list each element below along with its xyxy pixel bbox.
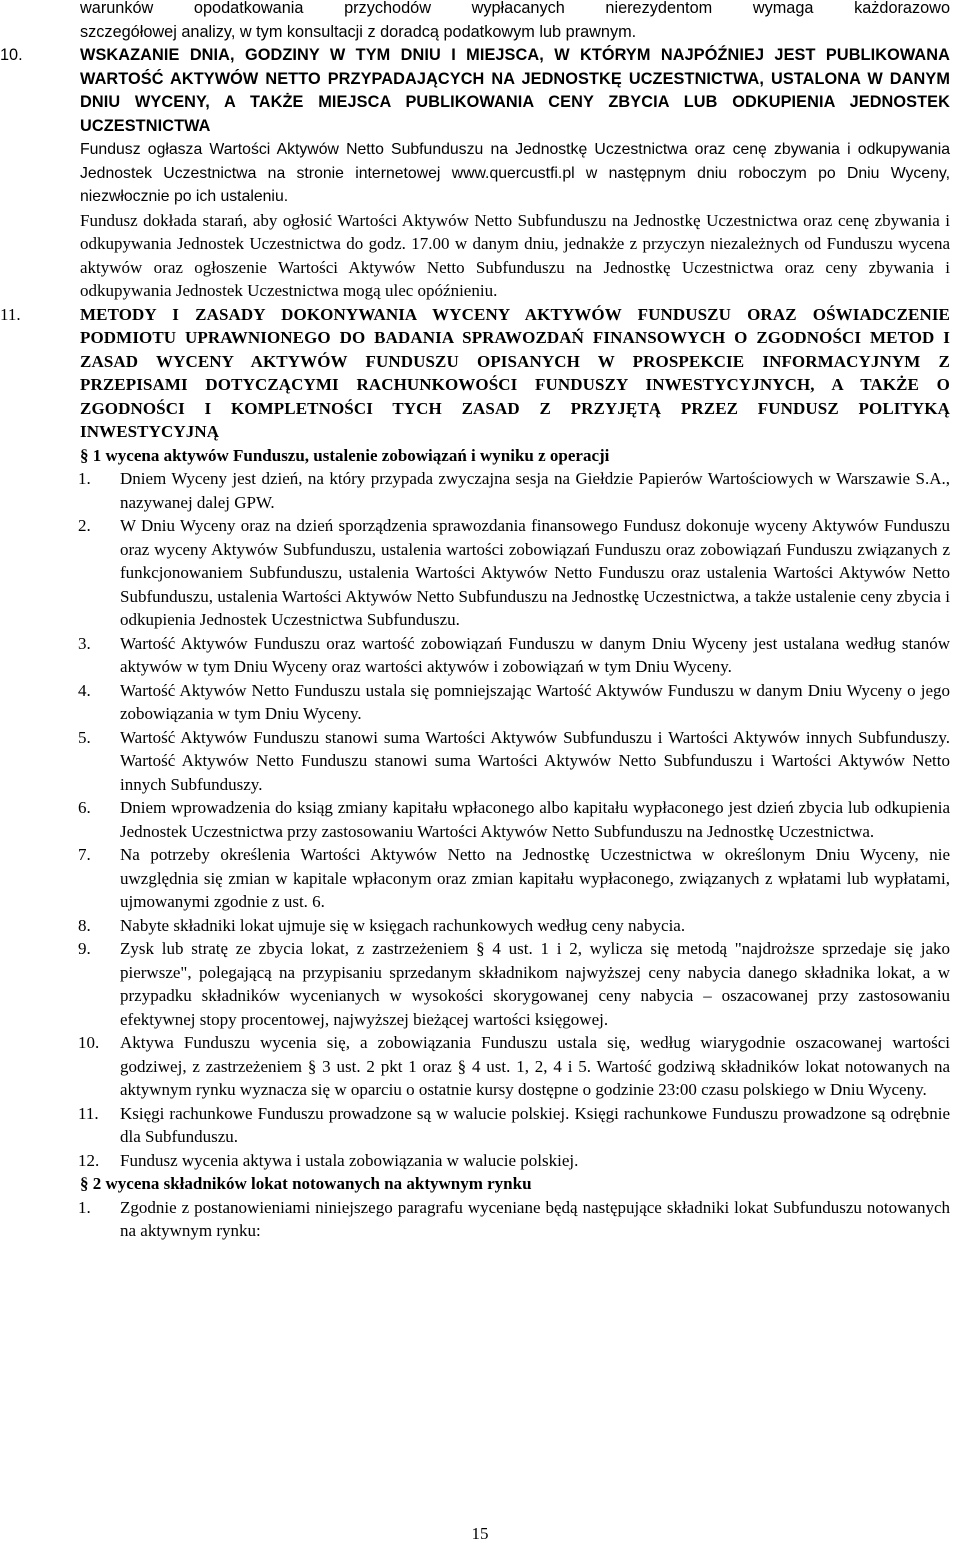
continuation-line-1: warunków opodatkowania przychodów wypłacanych nierezydentom wymaga każdorazowo [80,0,950,17]
list-item [0,467,960,514]
listed-assets-list [0,1196,960,1243]
list-item [0,1196,960,1243]
list-item-number: 10. [78,1033,100,1052]
list-item [0,726,960,797]
list-item-text: Dniem wprowadzenia do ksiąg zmiany kapitału wpłaconego albo kapitału wypłaconego jest dzień zbycia lub odkupienia Jednostek Uczestnictwa przy zastosowaniu Wartości Aktywów Netto Subfunduszu na Jednostkę Uczestnictwa. [120,798,950,841]
list-item-text: Wartość Aktywów Netto Funduszu ustala się pomniejszając Wartość Aktywów Funduszu w danym Dniu Wyceny o jego zobowiązania w tym Dniu Wyceny. [120,680,950,723]
list-item [0,679,960,726]
list-item-number: 1. [78,469,91,488]
section-10-body-a: Fundusz ogłasza Wartości Aktywów Netto Subfunduszu na Jednostkę Uczestnictwa oraz cenę zbywania i odkupywania Jednostek Uczestnictwa na stronie internetowej www.quercustfi.pl w następnym dniu roboczym po Dniu Wyceny, niezwłocznie po ich ustaleniu. [80,141,950,205]
list-item-text: Wartość Aktywów Funduszu stanowi suma Wartości Aktywów Subfunduszu i Wartości Aktywów innych Subfunduszy. Wartość Aktywów Netto Funduszu stanowi suma Wartości Aktywów Netto Subfunduszu i Wartości Aktywów Netto innych Subfunduszy. [120,727,950,794]
section-10-heading: WSKAZANIE DNIA, GODZINY W TYM DNIU I MIEJSCA, W KTÓRYM NAJPÓŹNIEJ JEST PUBLIKOWANA WARTOŚĆ AKTYWÓW NETTO PRZYPADAJĄCYCH NA JEDNOSTKĘ UCZESTNICTWA, USTALONA W DANYM DNIU WYCENY, A TAKŻE MIEJSCA PUBLIKOWANIA CENY ZBYCIA LUB ODKUPIENIA JEDNOSTEK UCZESTNICTWA [80,46,950,135]
section-10-body-b: Fundusz dokłada starań, aby ogłosić Wartości Aktywów Netto Subfunduszu na Jednostkę Uczestnictwa oraz cenę zbywania i odkupywania Jednostek Uczestnictwa do godz. 17.00 w danym dniu, jednakże z przyczyn niezależnych od Funduszu wycena aktywów oraz ogłoszenie Wartości Aktywów Netto Subfunduszu na Jednostkę Uczestnictwa oraz ceny zbywania i odkupywania Jednostek Uczestnictwa mogą ulec opóźnieniu. [80,210,950,300]
section-10 [0,44,960,303]
list-item-number: 11. [78,1103,99,1123]
list-item-text: Zgodnie z postanowieniami niniejszego paragrafu wyceniane będą następujące składniki lokat Subfunduszu notowanych na aktywnym rynku: [120,1197,950,1240]
list-item-text: W Dniu Wyceny oraz na dzień sporządzenia sprawozdania finansowego Fundusz dokonuje wyceny Aktywów Funduszu oraz wyceny Aktywów Subfunduszu, ustalenia wartości zobowiązań Funduszu oraz zobowiązań Funduszu związanych z funkcjonowaniem Subfunduszu, ustalenia Wartości Aktywów Netto Funduszu oraz ustalenia Wartości Aktywów Netto Subfunduszu, ustalenia Wartości Aktywów Netto Subfunduszu na Jednostkę Uczestnictwa, a także ustalenie ceny zbycia i odkupienia Jednostek Uczestnictwa Subfunduszu. [120,516,950,629]
list-item [0,843,960,914]
list-item-number: 3. [78,633,91,653]
list-item-number: 6. [78,798,91,817]
continuation-paragraph [0,0,960,44]
section-10-number: 10. [0,46,23,64]
page-number: 15 [471,1524,489,1543]
list-item-number: 4. [78,680,91,700]
list-item-number: 8. [78,915,91,935]
subsection-heading-1: § 1 wycena aktywów Funduszu, ustalenie zobowiązań i wyniku z operacji [80,445,610,465]
list-item-text: Aktywa Funduszu wycenia się, a zobowiązania Funduszu ustala się, według wiarygodnie oszacowanej wartości godziwej, z zastrzeżeniem § 3 ust. 2 pkt 1 oraz § 4 ust. 1, 2, 4 i 5. Wartość godziwą składników lokat notowanych na aktywnym rynku wyznacza się w oparciu o ostatnie kursy dostępne o godzinie 23:00 czasu polskiego w Dniu Wyceny. [120,1033,950,1099]
section-11 [0,303,960,444]
section-11-heading: METODY I ZASADY DOKONYWANIA WYCENY AKTYWÓW FUNDUSZU ORAZ OŚWIADCZENIE PODMIOTU UPRAWNIONEGO DO BADANIA SPRAWOZDAŃ FINANSOWYCH O ZGODNOŚCI METOD I ZASAD WYCENY AKTYWÓW FUNDUSZU OPISANYCH W PROSPEKCIE INFORMACYJNYM Z PRZEPISAMI DOTYCZĄCYMI RACHUNKOWOŚCI FUNDUSZY INWESTYCYJNYCH, A TAKŻE O ZGODNOŚCI I KOMPLETNOŚCI TYCH ZASAD Z PRZYJĘTĄ PRZEZ FUNDUSZ POLITYKĄ INWESTYCYJNĄ [80,304,950,441]
list-item-number: 7. [78,845,91,864]
list-item [0,914,960,938]
list-item [0,937,960,1031]
list-item [0,514,960,632]
subsection-heading-2: § 2 wycena składników lokat notowanych na aktywnym rynku [80,1174,532,1193]
list-item-text: Fundusz wycenia aktywa i ustala zobowiązania w walucie polskiej. [120,1150,579,1170]
list-item [0,1031,960,1102]
continuation-line-2: szczegółowej analizy, w tym konsultacji z doradcą podatkowym lub prawnym. [80,22,637,41]
section-11-number: 11. [0,304,21,324]
list-item-number: 2. [78,516,91,535]
list-item-number: 5. [78,727,91,747]
list-item [0,1149,960,1173]
list-item-number: 9. [78,939,91,958]
list-item-text: Na potrzeby określenia Wartości Aktywów Netto na Jednostkę Uczestnictwa w określonym Dniu Wyceny, nie uwzględnia się zmian w kapitale wpłaconym oraz zmian kapitału wypłaconego, związanych z wpłatami lub wypłatami, ujmowanymi zgodnie z ust. 6. [120,845,950,911]
list-item [0,1102,960,1149]
list-item-number: 12. [78,1150,100,1170]
list-item-text: Dniem Wyceny jest dzień, na który przypada zwyczajna sesja na Giełdzie Papierów Wartościowych w Warszawie S.A., nazywanej dalej GPW. [120,469,950,512]
list-item-number: 1. [78,1197,91,1217]
valuation-rules-list [0,467,960,1172]
list-item-text: Nabyte składniki lokat ujmuje się w księgach rachunkowych według ceny nabycia. [120,915,686,935]
list-item-text: Wartość Aktywów Funduszu oraz wartość zobowiązań Funduszu w danym Dniu Wyceny jest ustalana według stanów aktywów w tym Dniu Wyceny oraz wartości aktywów i zobowiązań w tym Dniu Wyceny. [120,633,950,676]
list-item-text: Księgi rachunkowe Funduszu prowadzone są w walucie polskiej. Księgi rachunkowe Funduszu prowadzone są odrębnie dla Subfunduszu. [120,1103,950,1146]
list-item [0,796,960,843]
list-item-text: Zysk lub stratę ze zbycia lokat, z zastrzeżeniem § 4 ust. 1 i 2, wylicza się metodą "najdroższe sprzedaje się jako pierwsze", polegającą na przypisaniu sprzedanym składnikom najwyższej ceny nabycia danego składnika lokat, a w przypadku składników wycenianych w wysokości skorygowanej ceny nabycia – oszacowanej przy zastosowaniu efektywnej stopy procentowej, najwyższej bieżącej wartości księgowej. [120,939,950,1029]
list-item [0,632,960,679]
